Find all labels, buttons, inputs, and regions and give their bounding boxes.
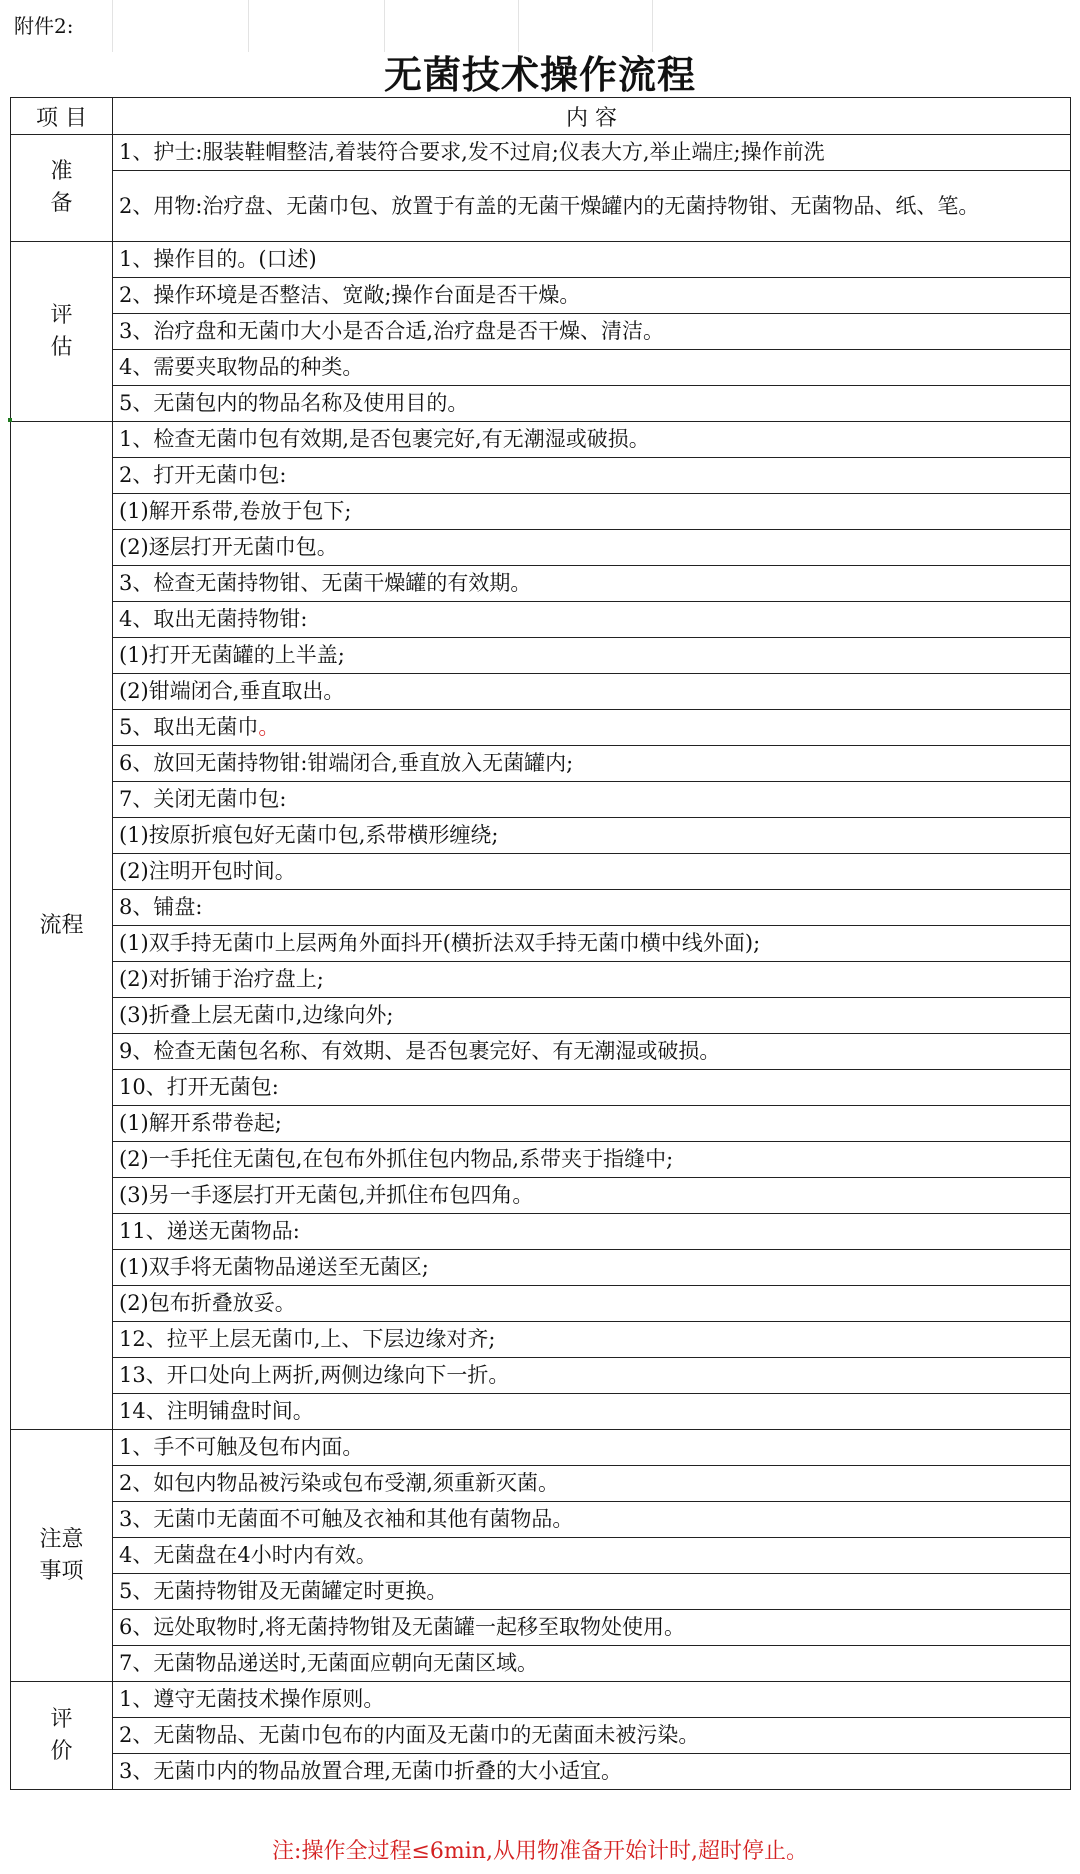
table-row	[11, 135, 1071, 171]
list-item: 1、操作目的。(口述)	[113, 242, 1071, 278]
list-item: 6、放回无菌持物钳:钳端闭合,垂直放入无菌罐内;	[113, 746, 1071, 782]
table-row	[11, 242, 1071, 278]
list-item: (1)解开系带卷起;	[113, 1106, 1071, 1142]
list-item: (2)一手托住无菌包,在包布外抓住包内物品,系带夹于指缝中;	[113, 1142, 1071, 1178]
list-item: (3)另一手逐层打开无菌包,并抓住布包四角。	[113, 1178, 1071, 1214]
section-label-evaluation: 评 价	[11, 1682, 113, 1790]
list-item: 5、无菌包内的物品名称及使用目的。	[113, 386, 1071, 422]
table-row	[11, 1214, 1071, 1250]
list-item: (1)打开无菌罐的上半盖;	[113, 638, 1071, 674]
list-item: (2)注明开包时间。	[113, 854, 1071, 890]
list-item: 7、无菌物品递送时,无菌面应朝向无菌区域。	[113, 1646, 1071, 1682]
list-item: 1、护士:服装鞋帽整洁,着装符合要求,发不过肩;仪表大方,举止端庄;操作前洗	[113, 135, 1071, 171]
table-row	[11, 818, 1071, 854]
table-row	[11, 1250, 1071, 1286]
list-item: (2)逐层打开无菌巾包。	[113, 530, 1071, 566]
list-item: 9、检查无菌包名称、有效期、是否包裹完好、有无潮湿或破损。	[113, 1034, 1071, 1070]
table-row	[11, 1646, 1071, 1682]
table-row	[11, 1430, 1071, 1466]
table-row	[11, 782, 1071, 818]
table-row	[11, 566, 1071, 602]
table-row	[11, 962, 1071, 998]
section-label-procedure: 流程	[11, 422, 113, 1430]
table-row	[11, 1538, 1071, 1574]
list-item: 2、用物:治疗盘、无菌巾包、放置于有盖的无菌干燥罐内的无菌持物钳、无菌物品、纸、笔。	[113, 171, 1071, 242]
attachment-label: 附件2:	[14, 14, 74, 38]
list-item: 13、开口处向上两折,两侧边缘向下一折。	[113, 1358, 1071, 1394]
table-row	[11, 1034, 1071, 1070]
list-item: 4、无菌盘在4小时内有效。	[113, 1538, 1071, 1574]
table-row	[11, 1466, 1071, 1502]
gridline	[518, 0, 519, 52]
table-row	[11, 1394, 1071, 1430]
table-row	[11, 1178, 1071, 1214]
list-item: 2、打开无菌巾包:	[113, 458, 1071, 494]
table-row	[11, 926, 1071, 962]
list-item: (1)双手持无菌巾上层两角外面抖开(横折法双手持无菌巾横中线外面);	[113, 926, 1071, 962]
gridline	[652, 0, 653, 52]
list-item: (2)包布折叠放妥。	[113, 1286, 1071, 1322]
table-row	[11, 998, 1071, 1034]
list-item: 8、铺盘:	[113, 890, 1071, 926]
list-item: (2)钳端闭合,垂直取出。	[113, 674, 1071, 710]
table-row	[11, 1754, 1071, 1790]
cell-marker	[8, 418, 12, 422]
section-label-assessment: 评 估	[11, 242, 113, 422]
list-item: (1)双手将无菌物品递送至无菌区;	[113, 1250, 1071, 1286]
gridline	[384, 0, 385, 52]
table-row	[11, 710, 1071, 746]
list-item: (1)按原折痕包好无菌巾包,系带横形缠绕;	[113, 818, 1071, 854]
list-item: 3、治疗盘和无菌巾大小是否合适,治疗盘是否干燥、清洁。	[113, 314, 1071, 350]
list-item: 12、拉平上层无菌巾,上、下层边缘对齐;	[113, 1322, 1071, 1358]
header-content-cell: 内 容	[113, 98, 1071, 135]
list-item: 3、无菌巾内的物品放置合理,无菌巾折叠的大小适宜。	[113, 1754, 1071, 1790]
table-row	[11, 638, 1071, 674]
list-item: 7、关闭无菌巾包:	[113, 782, 1071, 818]
table-row	[11, 422, 1071, 458]
table-row	[11, 1286, 1071, 1322]
sheet-top-row	[0, 0, 1080, 52]
list-item: (3)折叠上层无菌巾,边缘向外;	[113, 998, 1071, 1034]
list-item: 3、检查无菌持物钳、无菌干燥罐的有效期。	[113, 566, 1071, 602]
table-row	[11, 1718, 1071, 1754]
table-row	[11, 278, 1071, 314]
table-row	[11, 314, 1071, 350]
gridline	[112, 0, 113, 52]
list-item: 1、手不可触及包布内面。	[113, 1430, 1071, 1466]
list-item: 4、需要夹取物品的种类。	[113, 350, 1071, 386]
table-row	[11, 1358, 1071, 1394]
procedure-table	[10, 97, 1071, 1790]
table-row	[11, 1142, 1071, 1178]
table-row	[11, 1322, 1071, 1358]
table-row	[11, 1070, 1071, 1106]
list-item: (1)解开系带,卷放于包下;	[113, 494, 1071, 530]
list-item: 2、无菌物品、无菌巾包布的内面及无菌巾的无菌面未被污染。	[113, 1718, 1071, 1754]
table-row	[11, 494, 1071, 530]
list-item: 2、操作环境是否整洁、宽敞;操作台面是否干燥。	[113, 278, 1071, 314]
table-row	[11, 530, 1071, 566]
table-row	[11, 602, 1071, 638]
table-row	[11, 890, 1071, 926]
list-item: 3、无菌巾无菌面不可触及衣袖和其他有菌物品。	[113, 1502, 1071, 1538]
list-item: 14、注明铺盘时间。	[113, 1394, 1071, 1430]
table-header-row	[11, 98, 1071, 135]
list-item: 4、取出无菌持物钳:	[113, 602, 1071, 638]
table-row	[11, 674, 1071, 710]
table-row	[11, 1682, 1071, 1718]
list-item: 5、无菌持物钳及无菌罐定时更换。	[113, 1574, 1071, 1610]
table-row	[11, 1502, 1071, 1538]
gridline	[248, 0, 249, 52]
red-period: 。	[258, 715, 280, 739]
list-item: 1、遵守无菌技术操作原则。	[113, 1682, 1071, 1718]
section-label-precautions: 注意 事项	[11, 1430, 113, 1682]
list-item: 10、打开无菌包:	[113, 1070, 1071, 1106]
table-row	[11, 1610, 1071, 1646]
list-item: (2)对折铺于治疗盘上;	[113, 962, 1071, 998]
table-row	[11, 1574, 1071, 1610]
list-item: 5、取出无菌巾。	[113, 710, 1071, 746]
list-item: 1、检查无菌巾包有效期,是否包裹完好,有无潮湿或破损。	[113, 422, 1071, 458]
table-row	[11, 350, 1071, 386]
table-row	[11, 1106, 1071, 1142]
table-row	[11, 386, 1071, 422]
list-item: 2、如包内物品被污染或包布受潮,须重新灭菌。	[113, 1466, 1071, 1502]
table-row	[11, 171, 1071, 242]
list-item: 6、远处取物时,将无菌持物钳及无菌罐一起移至取物处使用。	[113, 1610, 1071, 1646]
header-item-cell: 项 目	[11, 98, 113, 135]
table-row	[11, 746, 1071, 782]
document-title: 无菌技术操作流程	[383, 52, 696, 97]
section-label-preparation: 准 备	[11, 135, 113, 242]
table-row	[11, 458, 1071, 494]
list-item: 11、递送无菌物品:	[113, 1214, 1071, 1250]
table-row	[11, 854, 1071, 890]
footnote: 注:操作全过程≤6min,从用物准备开始计时,超时停止。	[272, 1839, 808, 1864]
